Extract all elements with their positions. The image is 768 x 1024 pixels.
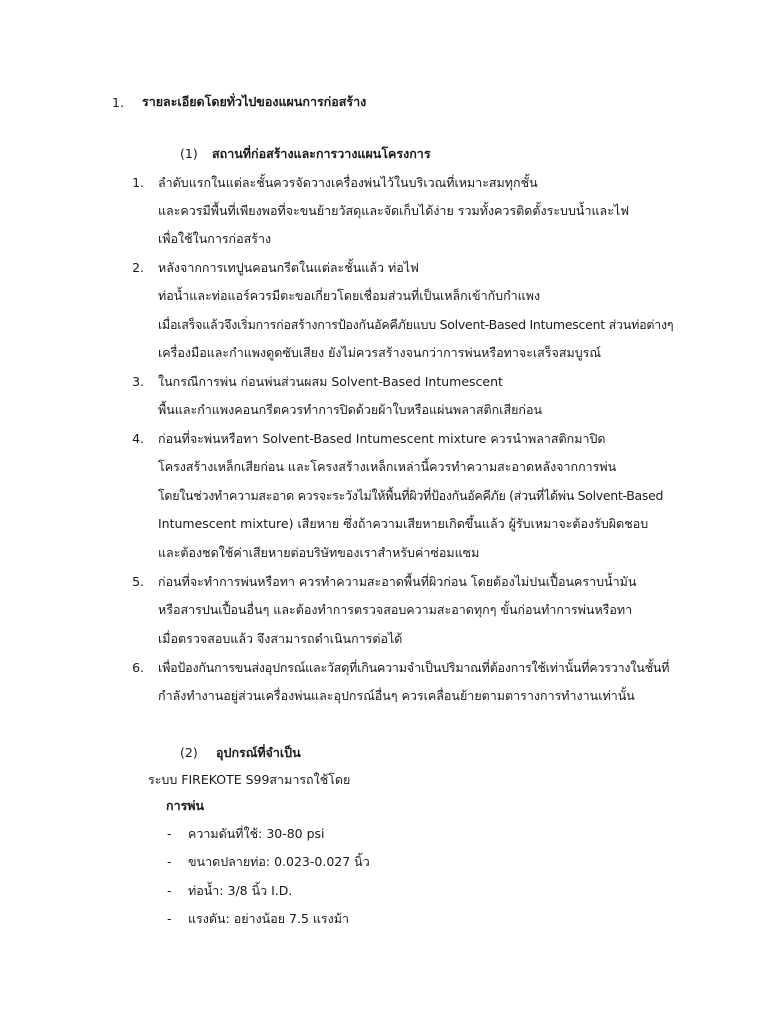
spec-2-bullet: - <box>167 854 172 869</box>
subsection-2-title: อุปกรณ์ที่จำเป็น <box>216 745 301 760</box>
item-6-line-1: เพื่อป้องกันการขนส่งอุปกรณ์และวัสดุที่เกินความจำเป็นปริมาณที่ต้องการใช้เท่านั้นที่ควรวางในชั้นที่ <box>158 660 670 675</box>
item-3-number: 3. <box>132 374 144 389</box>
spec-1-bullet: - <box>167 826 172 841</box>
item-4-line-3: โดยในช่วงทำความสะอาด ควรจะระวังไม่ให้พื้นที่ผิวที่ป้องกันอัคคีภัย (ส่วนที่ได้พ่น Solvent-Based <box>158 488 664 503</box>
item-4-line-4: Intumescent mixture) เสียหาย ซึ่งถ้าความเสียหายเกิดขึ้นแล้ว ผู้รับเหมาจะต้องรับผิดชอบ <box>158 516 649 531</box>
item-2-line-3: เมื่อเสร็จแล้วจึงเริ่มการก่อสร้างการป้องกันอัคคีภัยแบบ Solvent-Based Intumescent ส่วนท่อต่างๆ <box>158 317 674 332</box>
item-2-number: 2. <box>132 260 144 275</box>
spec-3: ท่อน้ำ: 3/8 นิ้ว I.D. <box>188 883 293 898</box>
system-intro: ระบบ FIREKOTE S99สามารถใช้โดย <box>148 772 351 787</box>
spec-3-bullet: - <box>167 883 172 898</box>
item-1-line-2: และควรมีพื้นที่เพียงพอที่จะขนย้ายวัสดุและจัดเก็บได้ง่าย รวมทั้งควรติดตั้งระบบน้ำและไฟ <box>158 203 630 218</box>
item-4-line-2: โครงสร้างเหล็กเสียก่อน และโครงสร้างเหล็กเหล่านี้ควรทำความสะอาดหลังจากการพ่น <box>158 459 617 474</box>
item-3-line-1: ในกรณีการพ่น ก่อนพ่นส่วนผสม Solvent-Based Intumescent <box>158 374 503 389</box>
method-heading: การพ่น <box>166 798 205 813</box>
item-4-number: 4. <box>132 431 144 446</box>
subsection-2-number: (2) <box>180 745 198 760</box>
item-6-number: 6. <box>132 660 144 675</box>
item-1-line-3: เพื่อใช้ในการก่อสร้าง <box>158 231 272 246</box>
spec-4-bullet: - <box>167 911 172 926</box>
item-6-line-2: กำลังทำงานอยู่ส่วนเครื่องพ่นและอุปกรณ์อื่นๆ ควรเคลื่อนย้ายตามตารางการทำงานเท่านั้น <box>158 688 635 703</box>
item-5-line-2: หรือสารปนเปื้อนอื่นๆ และต้องทำการตรวจสอบความสะอาดทุกๆ ขั้นก่อนทำการพ่นหรือทา <box>158 602 633 617</box>
section-title: รายละเอียดโดยทั่วไปของแผนการก่อสร้าง <box>142 94 367 109</box>
section-number: 1. <box>112 95 124 110</box>
item-1-number: 1. <box>132 175 144 190</box>
spec-2: ขนาดปลายท่อ: 0.023-0.027 นิ้ว <box>188 854 370 869</box>
item-4-line-5: และต้องชดใช้ค่าเสียหายต่อบริษัทของเราสำหรับค่าซ่อมแซม <box>158 545 480 560</box>
item-2-line-1: หลังจากการเทปูนคอนกรีตในแต่ละชั้นแล้ว ท่อไฟ <box>158 260 419 275</box>
spec-1: ความดันที่ใช้: 30-80 psi <box>188 826 325 841</box>
spec-4: แรงดัน: อย่างน้อย 7.5 แรงม้า <box>188 911 350 926</box>
subsection-1-number: (1) <box>180 146 198 161</box>
item-5-number: 5. <box>132 574 144 589</box>
item-2-line-4: เครื่องมือและกำแพงดูดซับเสียง ยังไม่ควรสร้างจนกว่าการพ่นหรือทาจะเสร็จสมบูรณ์ <box>158 345 601 360</box>
subsection-1-title: สถานที่ก่อสร้างและการวางแผนโครงการ <box>212 146 431 161</box>
item-2-line-2: ท่อน้ำและท่อแอร์ควรมีตะขอเกี่ยวโดยเชื่อมส่วนที่เป็นเหล็กเข้ากับกำแพง <box>158 288 541 303</box>
item-5-line-1: ก่อนที่จะทำการพ่นหรือทา ควรทำความสะอาดพื้นที่ผิวก่อน โดยต้องไม่ปนเปื้อนคราบน้ำมัน <box>158 574 637 589</box>
item-3-line-2: พื้นและกำแพงคอนกรีตควรทำการปิดด้วยผ้าใบหรือแผ่นพลาสติกเสียก่อน <box>158 402 543 417</box>
item-1-line-1: ลำดับแรกในแต่ละชั้นควรจัดวางเครื่องพ่นไว้ในบริเวณที่เหมาะสมทุกชั้น <box>158 175 538 190</box>
item-4-line-1: ก่อนที่จะพ่นหรือทา Solvent-Based Intumescent mixture ควรนำพลาสติกมาปิด <box>158 431 606 446</box>
item-5-line-3: เมื่อตรวจสอบแล้ว จึงสามารถดำเนินการต่อได้ <box>158 631 403 646</box>
